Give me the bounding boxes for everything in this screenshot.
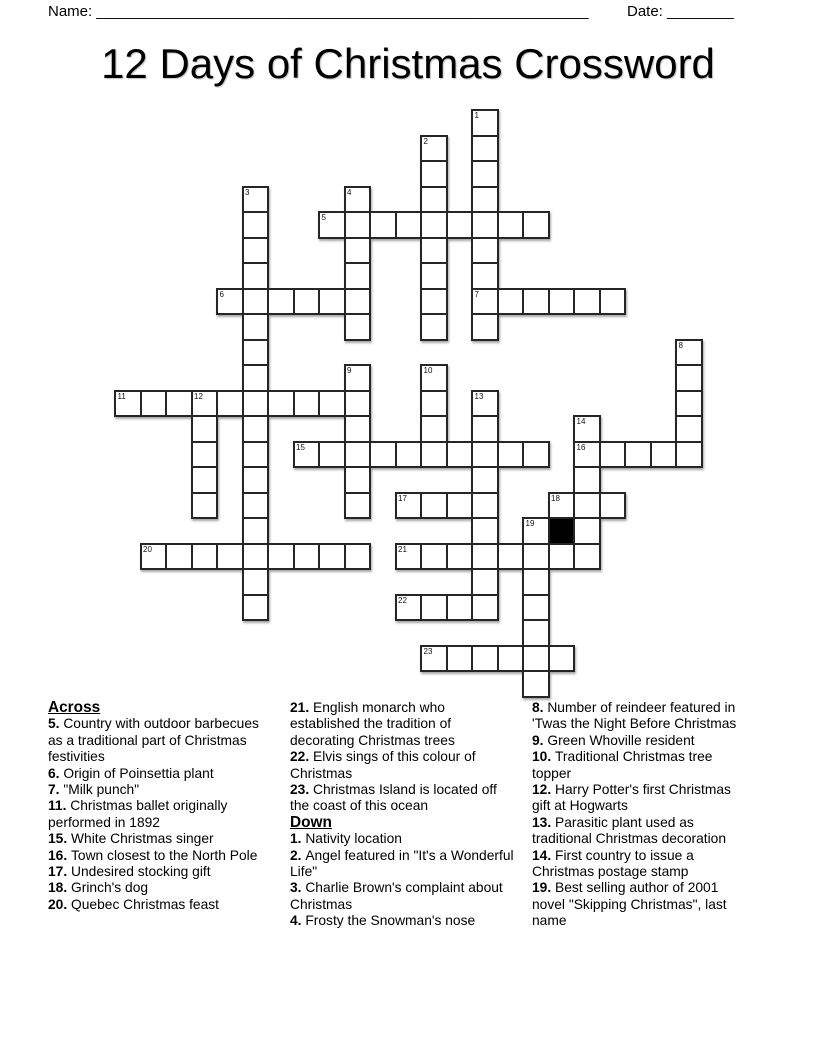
clue-text: Town closest to the North Pole <box>71 847 258 863</box>
grid-cell[interactable] <box>497 288 525 316</box>
clue-number: 3. <box>290 880 306 896</box>
clue-text: Quebec Christmas feast <box>71 896 220 912</box>
clue-number: 7. <box>48 782 64 798</box>
grid-cell[interactable] <box>420 390 448 418</box>
grid-cell[interactable] <box>446 441 474 469</box>
grid-cell[interactable] <box>344 543 372 571</box>
clue-number: 13. <box>532 814 556 830</box>
grid-cell[interactable] <box>318 390 346 418</box>
grid-cell[interactable] <box>471 313 499 341</box>
grid-cell[interactable] <box>242 517 270 545</box>
page-title: 12 Days of Christmas Crossword <box>101 40 715 87</box>
grid-cell[interactable] <box>471 594 499 622</box>
grid-cell[interactable] <box>420 211 448 239</box>
grid-cell[interactable] <box>471 492 499 520</box>
clue-item-5 <box>48 716 260 765</box>
grid-cell[interactable] <box>420 160 448 188</box>
grid-cell[interactable] <box>548 543 576 571</box>
grid-cell[interactable] <box>395 441 423 469</box>
cell-number: 5 <box>321 213 326 222</box>
clue-text: Elvis sings of this colour of Christmas <box>290 749 476 781</box>
grid-cell[interactable] <box>471 415 499 443</box>
clue-item-2 <box>290 848 518 881</box>
clue-item-17 <box>48 864 260 880</box>
grid-cell[interactable] <box>471 517 499 545</box>
grid-cell[interactable] <box>420 594 448 622</box>
clues-across-header: Across <box>48 699 101 716</box>
clue-text: Traditional Christmas tree topper <box>532 749 713 781</box>
grid-cell[interactable] <box>471 109 499 137</box>
grid-cell[interactable] <box>522 517 550 545</box>
grid-cell[interactable] <box>369 441 397 469</box>
grid-cell[interactable] <box>471 288 499 316</box>
grid-cell[interactable] <box>140 543 168 571</box>
grid-cell[interactable] <box>573 466 601 494</box>
clue-text: "Milk punch" <box>63 782 140 798</box>
clue-number: 21. <box>290 700 314 715</box>
grid-cell[interactable] <box>522 568 550 596</box>
date-label: Date: <box>627 3 663 20</box>
grid-cell[interactable] <box>420 288 448 316</box>
date-blank-line[interactable]: ________ <box>667 3 734 20</box>
grid-cell[interactable] <box>242 441 270 469</box>
grid-cell[interactable] <box>242 339 270 367</box>
name-label: Name: <box>48 3 93 20</box>
cell-number: 3 <box>245 187 250 197</box>
grid-cell[interactable] <box>420 543 448 571</box>
cell-number: 10 <box>423 366 433 375</box>
name-blank-line[interactable]: ___________________________________________________________ <box>96 3 589 20</box>
cell-number: 20 <box>143 544 152 554</box>
cell-number: 23 <box>423 646 433 656</box>
grid-cell[interactable] <box>242 466 270 494</box>
clue-item-6 <box>48 766 260 782</box>
grid-cell[interactable] <box>522 619 550 647</box>
grid-cell[interactable] <box>573 415 601 443</box>
cell-number: 16 <box>576 442 586 452</box>
clue-number: 19. <box>532 880 556 896</box>
grid-cell[interactable] <box>216 288 244 316</box>
grid-cell[interactable] <box>216 543 244 571</box>
grid-cell[interactable] <box>420 364 448 392</box>
grid-cell[interactable] <box>318 543 346 571</box>
grid-cell[interactable] <box>242 211 270 239</box>
grid-cell[interactable] <box>599 441 627 469</box>
clue-text: Harry Potter's first Christmas gift at Hogwarts <box>532 782 731 814</box>
clue-text: Number of reindeer featured in 'Twas the Night Before Christmas <box>532 700 737 732</box>
grid-cell[interactable] <box>471 211 499 239</box>
grid-cell[interactable] <box>318 441 346 469</box>
grid-cell[interactable] <box>344 313 372 341</box>
clue-column-3 <box>532 700 752 930</box>
grid-cell[interactable] <box>446 211 474 239</box>
cell-number: 9 <box>347 366 352 375</box>
grid-cell[interactable] <box>471 160 499 188</box>
clue-number: 9. <box>532 732 548 748</box>
clue-item-11 <box>48 798 260 831</box>
grid-cell[interactable] <box>191 441 219 469</box>
grid-cell[interactable] <box>675 339 703 367</box>
grid-cell[interactable] <box>395 211 423 239</box>
grid-cell[interactable] <box>446 492 474 520</box>
clue-text: Best selling author of 2001 novel "Skipping Christmas", last name <box>532 880 727 929</box>
grid-cell[interactable] <box>497 441 525 469</box>
grid-cell[interactable] <box>573 288 601 316</box>
grid-cell[interactable] <box>242 543 270 571</box>
grid-cell[interactable] <box>344 415 372 443</box>
clue-number: 5. <box>48 716 64 732</box>
clue-number: 16. <box>48 847 72 863</box>
clue-number: 2. <box>290 847 306 863</box>
clue-item-15 <box>48 831 260 847</box>
grid-cell[interactable] <box>395 543 423 571</box>
clue-text: Frosty the Snowman's nose <box>305 913 476 929</box>
clue-item-13 <box>532 815 752 848</box>
grid-cell[interactable] <box>140 390 168 418</box>
grid-cell[interactable] <box>497 645 525 673</box>
cell-number: 2 <box>423 136 428 146</box>
cell-number: 1 <box>474 111 479 120</box>
grid-cell[interactable] <box>548 492 576 520</box>
grid-cell[interactable] <box>318 288 346 316</box>
grid-cell[interactable] <box>344 466 372 494</box>
grid-cell[interactable] <box>471 237 499 265</box>
clue-text: Christmas Island is located off the coast of this ocean <box>290 782 497 814</box>
clue-text: Green Whoville resident <box>547 732 695 748</box>
grid-cell[interactable] <box>675 390 703 418</box>
grid-cell[interactable] <box>395 594 423 622</box>
clue-item-8 <box>532 700 752 733</box>
grid-cell[interactable] <box>191 466 219 494</box>
grid-cell[interactable] <box>471 466 499 494</box>
clue-text: Nativity location <box>305 831 402 847</box>
grid-cell[interactable] <box>344 186 372 214</box>
cell-number: 18 <box>551 493 560 503</box>
clue-number: 8. <box>532 700 548 715</box>
grid-cell[interactable] <box>471 441 499 469</box>
grid-cell[interactable] <box>471 568 499 596</box>
grid-cell[interactable] <box>344 364 372 392</box>
clue-number: 10. <box>532 749 556 765</box>
grid-cell[interactable] <box>522 645 550 673</box>
grid-cell[interactable] <box>216 390 244 418</box>
grid-cell[interactable] <box>497 543 525 571</box>
clue-item-3 <box>290 880 518 913</box>
grid-cell[interactable] <box>573 517 601 545</box>
grid-cell[interactable] <box>522 543 550 571</box>
grid-cell[interactable] <box>420 415 448 443</box>
cell-number: 7 <box>474 289 479 299</box>
grid-cell[interactable] <box>420 441 448 469</box>
grid-cell[interactable] <box>191 415 219 443</box>
clue-number: 12. <box>532 782 556 798</box>
grid-cell[interactable] <box>548 645 576 673</box>
grid-cell[interactable] <box>446 543 474 571</box>
clue-item-21 <box>290 700 518 749</box>
cell-number: 14 <box>576 417 586 426</box>
clue-text: Parasitic plant used as traditional Christmas decoration <box>532 814 727 847</box>
clue-text: White Christmas singer <box>71 831 214 847</box>
grid-cell[interactable] <box>242 288 270 316</box>
clue-number: 4. <box>290 913 306 929</box>
grid-cell[interactable] <box>650 441 678 469</box>
grid-cell[interactable] <box>165 390 193 418</box>
grid-cell[interactable] <box>242 364 270 392</box>
grid-cell[interactable] <box>344 262 372 290</box>
grid-cell[interactable] <box>522 670 550 698</box>
grid-cell[interactable] <box>267 543 295 571</box>
cell-number: 6 <box>219 289 224 299</box>
clue-item-14 <box>532 848 752 881</box>
clue-column-2 <box>290 700 518 930</box>
clue-text: Origin of Poinsettia plant <box>63 765 214 781</box>
clue-item-19 <box>532 880 752 929</box>
grid-cell[interactable] <box>344 441 372 469</box>
clue-item-12 <box>532 782 752 815</box>
grid-cell[interactable] <box>293 543 321 571</box>
clue-number: 15. <box>48 831 72 847</box>
grid-cell[interactable] <box>573 543 601 571</box>
grid-cell[interactable] <box>420 135 448 163</box>
clue-number: 1. <box>290 831 306 847</box>
grid-cell[interactable] <box>471 645 499 673</box>
grid-cell[interactable] <box>242 415 270 443</box>
cell-number: 12 <box>194 391 203 401</box>
clue-text: Country with outdoor barbecues as a traditional part of Christmas festivities <box>48 716 259 765</box>
grid-cell[interactable] <box>318 211 346 239</box>
clue-text: First country to issue a Christmas postage stamp <box>532 847 694 880</box>
grid-cell[interactable] <box>573 441 601 469</box>
grid-cell[interactable] <box>242 186 270 214</box>
grid-cell[interactable] <box>420 262 448 290</box>
clue-text: English monarch who established the tradition of decorating Christmas trees <box>290 700 455 748</box>
clue-number: 20. <box>48 896 72 912</box>
cell-number: 21 <box>398 544 407 554</box>
grid-cell[interactable] <box>369 211 397 239</box>
cell-number: 15 <box>296 442 305 452</box>
grid-cell[interactable] <box>522 594 550 622</box>
grid-cell[interactable] <box>293 288 321 316</box>
cell-number: 8 <box>678 340 683 350</box>
grid-cell[interactable] <box>675 415 703 443</box>
grid-cell[interactable] <box>165 543 193 571</box>
grid-cell[interactable] <box>522 288 550 316</box>
grid-cell[interactable] <box>548 288 576 316</box>
clue-item-9 <box>532 733 752 749</box>
grid-cell[interactable] <box>242 237 270 265</box>
clue-item-20 <box>48 897 260 913</box>
clue-number: 23. <box>290 782 314 798</box>
clue-text: Grinch's dog <box>71 880 149 896</box>
grid-cell[interactable] <box>471 390 499 418</box>
grid-cell[interactable] <box>114 390 142 418</box>
grid-cell[interactable] <box>242 492 270 520</box>
grid-cell[interactable] <box>624 441 652 469</box>
clue-item-23 <box>290 782 518 815</box>
grid-cell[interactable] <box>573 492 601 520</box>
grid-cell[interactable] <box>191 390 219 418</box>
grid-cell[interactable] <box>293 390 321 418</box>
grid-cell[interactable] <box>293 441 321 469</box>
clue-text: Angel featured in "It's a Wonderful Life" <box>290 847 514 880</box>
clue-text: Christmas ballet originally performed in 1892 <box>48 798 228 830</box>
clue-number: 14. <box>532 847 556 863</box>
grid-cell[interactable] <box>242 313 270 341</box>
clue-number: 18. <box>48 880 72 896</box>
cell-number: 17 <box>398 493 407 503</box>
grid-cell[interactable] <box>242 594 270 622</box>
cell-number: 13 <box>474 391 484 401</box>
clue-item-10 <box>532 749 752 782</box>
clue-text: Undesired stocking gift <box>71 864 211 880</box>
grid-cell[interactable] <box>522 211 550 239</box>
grid-cell[interactable] <box>395 492 423 520</box>
grid-cell[interactable] <box>420 492 448 520</box>
grid-cell[interactable] <box>344 211 372 239</box>
cell-number: 19 <box>525 519 535 528</box>
grid-cell[interactable] <box>675 441 703 469</box>
cell-number: 22 <box>398 595 407 605</box>
grid-cell[interactable] <box>191 492 219 520</box>
grid-cell[interactable] <box>471 543 499 571</box>
grid-cell[interactable] <box>267 288 295 316</box>
cell-number: 4 <box>347 187 352 197</box>
grid-cell[interactable] <box>446 594 474 622</box>
grid-cell[interactable] <box>420 186 448 214</box>
clue-number: 22. <box>290 749 314 765</box>
clue-text: Charlie Brown's complaint about Christmas <box>290 880 503 912</box>
grid-cell[interactable] <box>471 262 499 290</box>
grid-cell[interactable] <box>420 237 448 265</box>
grid-cell[interactable] <box>497 211 525 239</box>
grid-cell[interactable] <box>471 135 499 163</box>
clue-item-16 <box>48 848 260 864</box>
clue-column-1 <box>48 700 260 913</box>
grid-cell[interactable] <box>242 568 270 596</box>
clue-number: 11. <box>48 798 71 814</box>
grid-cell[interactable] <box>242 262 270 290</box>
grid-cell[interactable] <box>675 364 703 392</box>
grid-cell[interactable] <box>446 645 474 673</box>
clue-item-7 <box>48 782 260 798</box>
grid-cell[interactable] <box>471 186 499 214</box>
clues-down-header: Down <box>290 813 332 831</box>
cell-number: 11 <box>117 391 126 401</box>
grid-cell[interactable] <box>344 288 372 316</box>
grid-cell[interactable] <box>267 390 295 418</box>
grid-cell[interactable] <box>522 441 550 469</box>
clue-number: 6. <box>48 765 64 781</box>
grid-cell[interactable] <box>344 390 372 418</box>
clue-number: 17. <box>48 864 72 880</box>
black-cell <box>548 517 576 545</box>
grid-cell[interactable] <box>420 645 448 673</box>
clue-item-18 <box>48 880 260 896</box>
clue-item-1 <box>290 831 518 847</box>
grid-cell[interactable] <box>420 313 448 341</box>
grid-cell[interactable] <box>344 492 372 520</box>
grid-cell[interactable] <box>344 237 372 265</box>
grid-cell[interactable] <box>242 390 270 418</box>
grid-cell[interactable] <box>599 288 627 316</box>
grid-cell[interactable] <box>599 492 627 520</box>
clue-item-4 <box>290 913 518 929</box>
grid-cell[interactable] <box>191 543 219 571</box>
clue-item-22 <box>290 749 518 782</box>
